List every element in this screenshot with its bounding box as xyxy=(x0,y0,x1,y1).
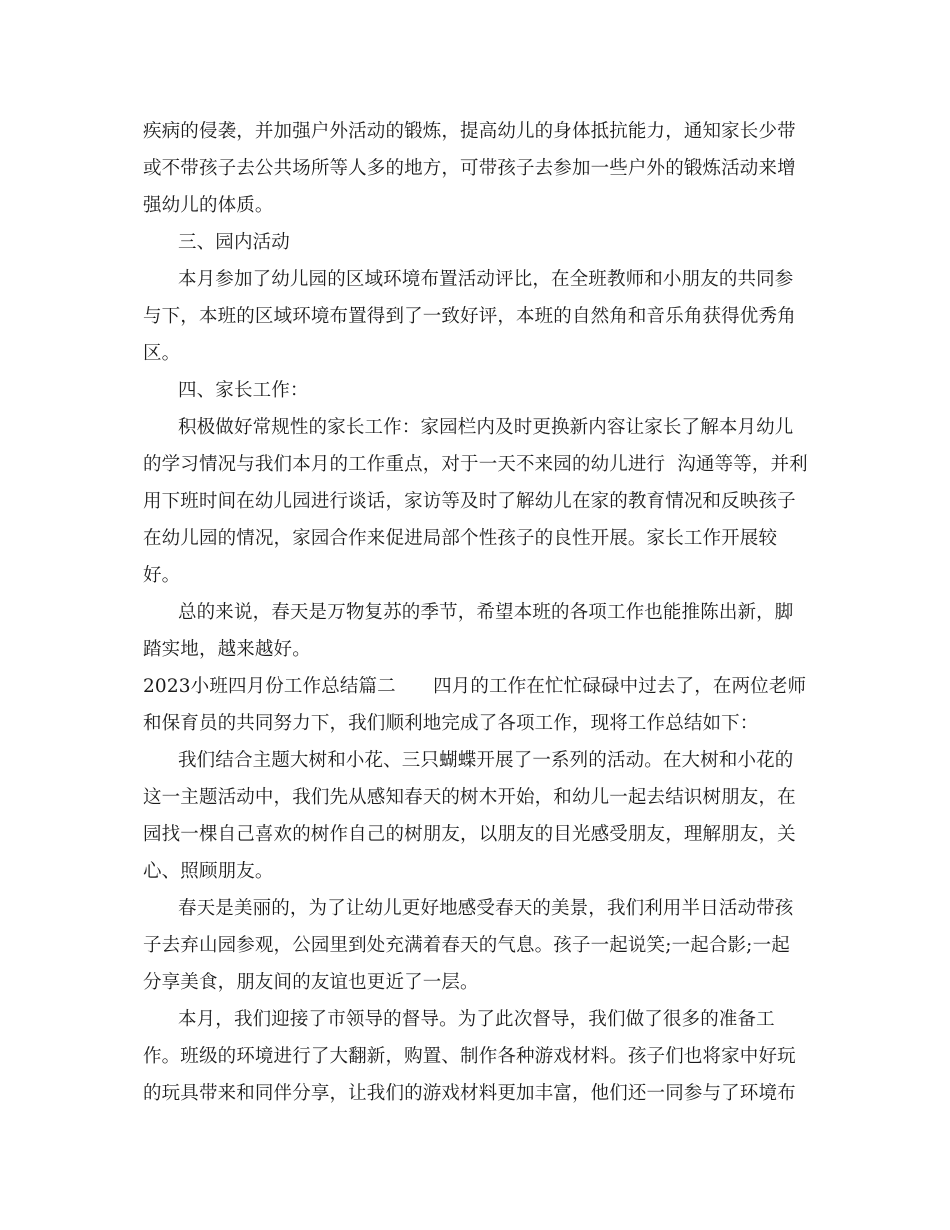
text-line: 强幼儿的体质。 xyxy=(143,195,274,216)
text-line: 在幼儿园的情况，家园合作来促进局部个性孩子的良性开展。家长工作开展较 xyxy=(143,528,778,549)
text-line: 我们结合主题大树和小花、三只蝴蝶开展了一系列的活动。在大树和小花的 xyxy=(178,750,794,771)
text-line: 本月，我们迎接了市领导的督导。为了此次督导，我们做了很多的准备工 xyxy=(178,1009,775,1030)
section-heading: 四、家长工作： xyxy=(178,380,309,401)
text-line: 本月参加了幼儿园的区域环境布置活动评比，在全班教师和小朋友的共同参 xyxy=(178,269,794,290)
text-line: 疾病的侵袭，并加强户外活动的锻炼，提高幼儿的身体抵抗能力，通知家长少带 xyxy=(143,121,796,142)
text-line: 踏实地，越来越好。 xyxy=(143,639,311,660)
text-line: 园找一棵自己喜欢的树作自己的树朋友，以朋友的目光感受朋友，理解朋友，关 xyxy=(143,824,796,845)
text-line: 总的来说，春天是万物复苏的季节，希望本班的各项工作也能推陈出新，脚 xyxy=(178,602,794,623)
text-line: 与下，本班的区域环境布置得到了一致好评，本班的自然角和音乐角获得优秀角 xyxy=(143,306,796,327)
text-line: 的玩具带来和同伴分享，让我们的游戏材料更加丰富，他们还一同参与了环境布 xyxy=(143,1083,796,1104)
article-title-line: 2023小班四月份工作总结篇二 四月的工作在忙忙碌碌中过去了，在两位老师 xyxy=(143,676,807,697)
text-line: 分享美食，朋友间的友谊也更近了一层。 xyxy=(143,972,479,993)
text-line: 春天是美丽的，为了让幼儿更好地感受春天的美景，我们利用半日活动带孩 xyxy=(178,898,794,919)
text-line: 用下班时间在幼儿园进行谈话，家访等及时了解幼儿在家的教育情况和反映孩子 xyxy=(143,491,796,512)
text-line: 的学习情况与我们本月的工作重点，对于一天不来园的幼儿进行 沟通等等，并利 xyxy=(143,454,808,475)
section-heading: 三、园内活动 xyxy=(178,232,290,253)
text-line: 和保育员的共同努力下，我们顺利地完成了各项工作，现将工作总结如下： xyxy=(143,713,759,734)
text-line: 好。 xyxy=(143,565,181,586)
text-line: 心、照顾朋友。 xyxy=(143,861,274,882)
text-line: 作。班级的环境进行了大翻新，购置、制作各种游戏材料。孩子们也将家中好玩 xyxy=(143,1046,796,1067)
text-line: 区。 xyxy=(143,343,181,364)
text-line: 这一主题活动中，我们先从感知春天的树木开始，和幼儿一起去结识树朋友，在 xyxy=(143,787,796,808)
text-line: 或不带孩子去公共场所等人多的地方，可带孩子去参加一些户外的锻炼活动来增 xyxy=(143,158,796,179)
text-line: 子去弃山园参观，公园里到处充满着春天的气息。孩子一起说笑;一起合影;一起 xyxy=(143,935,790,956)
text-line: 积极做好常规性的家长工作：家园栏内及时更换新内容让家长了解本月幼儿 xyxy=(178,417,794,438)
